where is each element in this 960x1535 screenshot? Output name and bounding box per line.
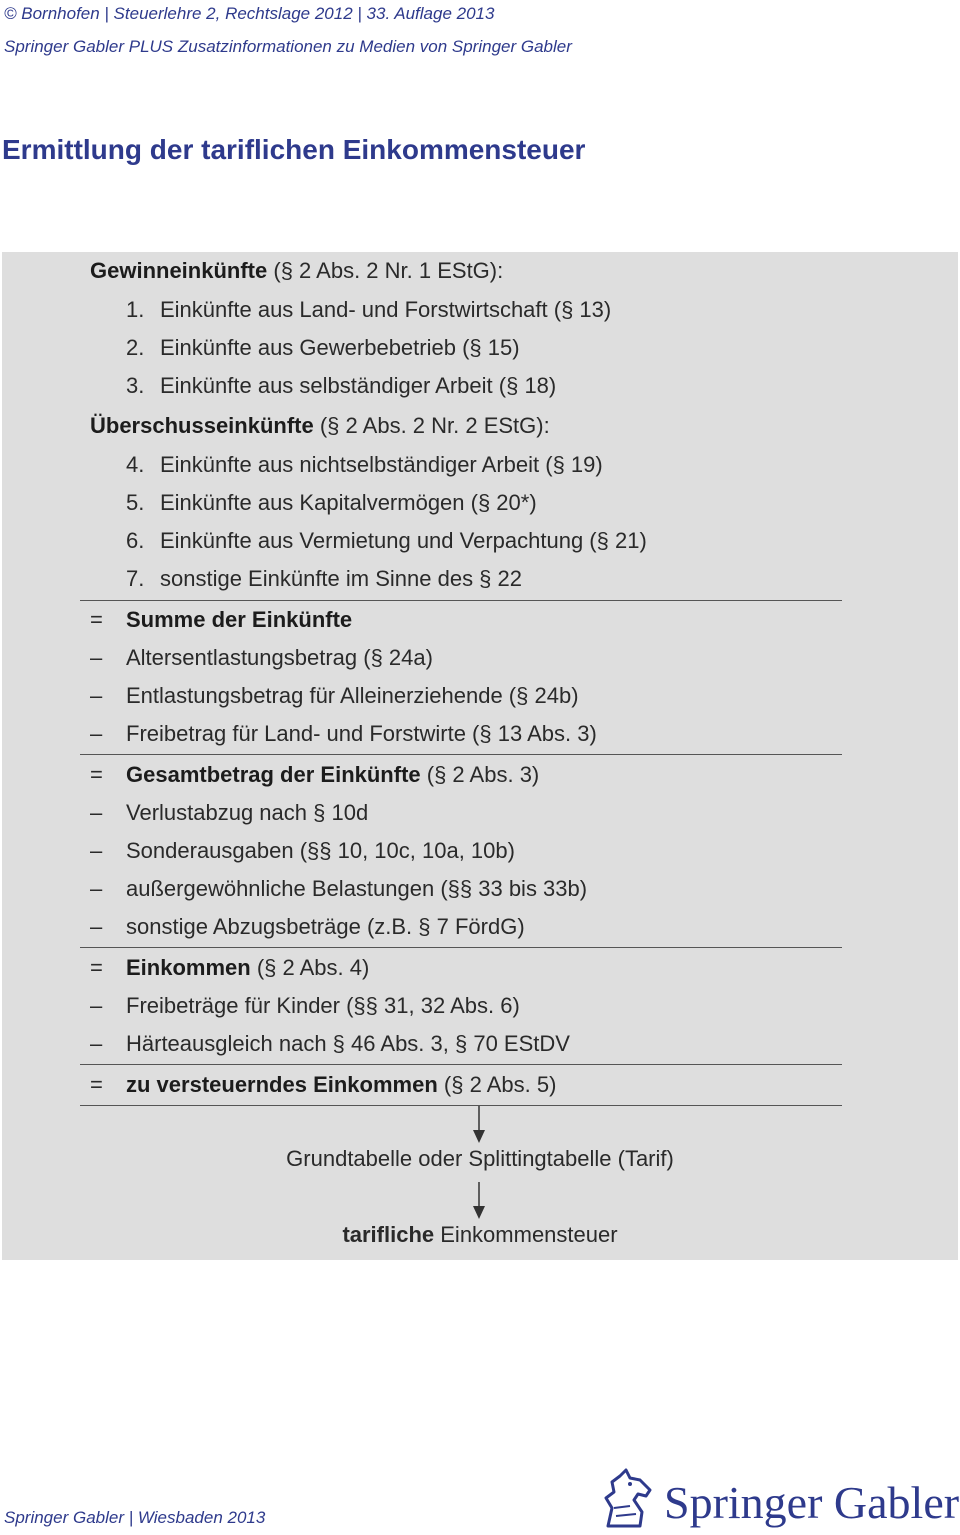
divider — [80, 1105, 842, 1106]
calc-row: = Gesamtbetrag der Einkünfte (§ 2 Abs. 3) — [90, 762, 540, 787]
page-title: Ermittlung der tariflichen Einkommensteuer — [2, 134, 586, 165]
list-item: 4. Einkünfte aus nichtselbständiger Arbeit (§ 19) — [126, 452, 603, 477]
calc-row-total: = zu versteuerndes Einkommen (§ 2 Abs. 5) — [90, 1072, 557, 1097]
divider — [80, 1064, 842, 1065]
gewinn-heading: Gewinneinkünfte (§ 2 Abs. 2 Nr. 1 EStG): — [90, 258, 504, 283]
list-item: 1. Einkünfte aus Land- und Forstwirtschaft (§ 13) — [126, 297, 612, 322]
divider — [80, 947, 842, 948]
calc-row: – außergewöhnliche Belastungen (§§ 33 bis 33b) — [90, 876, 588, 901]
header-subtitle: Springer Gabler PLUS Zusatzinformationen zu Medien von Springer Gabler — [4, 37, 572, 56]
calc-row: – sonstige Abzugsbeträge (z.B. § 7 FördG) — [90, 914, 525, 939]
header-copyright: © Bornhofen | Steuerlehre 2, Rechtslage 2012 | 33. Auflage 2013 — [4, 4, 495, 23]
divider — [80, 600, 842, 601]
list-item: 2. Einkünfte aus Gewerbebetrieb (§ 15) — [126, 335, 520, 360]
divider — [80, 754, 842, 755]
tarif-label: Grundtabelle oder Splittingtabelle (Tarif) — [286, 1146, 674, 1171]
calc-row: – Altersentlastungsbetrag (§ 24a) — [90, 645, 433, 670]
calc-row: = Einkommen (§ 2 Abs. 4) — [90, 955, 370, 980]
calc-row: = Summe der Einkünfte — [90, 607, 353, 632]
calc-row: – Sonderausgaben (§§ 10, 10c, 10a, 10b) — [90, 838, 515, 863]
list-item: 3. Einkünfte aus selbständiger Arbeit (§ 18) — [126, 373, 557, 398]
springer-horse-icon — [600, 1468, 656, 1530]
calc-row: – Freibetrag für Land- und Forstwirte (§ 13 Abs. 3) — [90, 721, 597, 746]
result-label: tarifliche Einkommensteuer — [342, 1222, 618, 1247]
calc-row: – Freibeträge für Kinder (§§ 31, 32 Abs. 6) — [90, 993, 520, 1018]
calc-row: – Verlustabzug nach § 10d — [90, 800, 369, 825]
ueberschuss-heading: Überschusseinkünfte (§ 2 Abs. 2 Nr. 2 EStG): — [90, 413, 550, 438]
arrow-down-icon — [472, 1182, 486, 1220]
footer-text: Springer Gabler | Wiesbaden 2013 — [4, 1508, 266, 1527]
list-item: 5. Einkünfte aus Kapitalvermögen (§ 20*) — [126, 490, 537, 515]
list-item: 7. sonstige Einkünfte im Sinne des § 22 — [126, 566, 523, 591]
calc-row: – Härteausgleich nach § 46 Abs. 3, § 70 EStDV — [90, 1031, 570, 1056]
calc-row: – Entlastungsbetrag für Alleinerziehende (§ 24b) — [90, 683, 579, 708]
arrow-down-icon — [472, 1106, 486, 1144]
logo-wordmark: Springer Gabler — [664, 1477, 960, 1528]
list-item: 6. Einkünfte aus Vermietung und Verpachtung (§ 21) — [126, 528, 647, 553]
